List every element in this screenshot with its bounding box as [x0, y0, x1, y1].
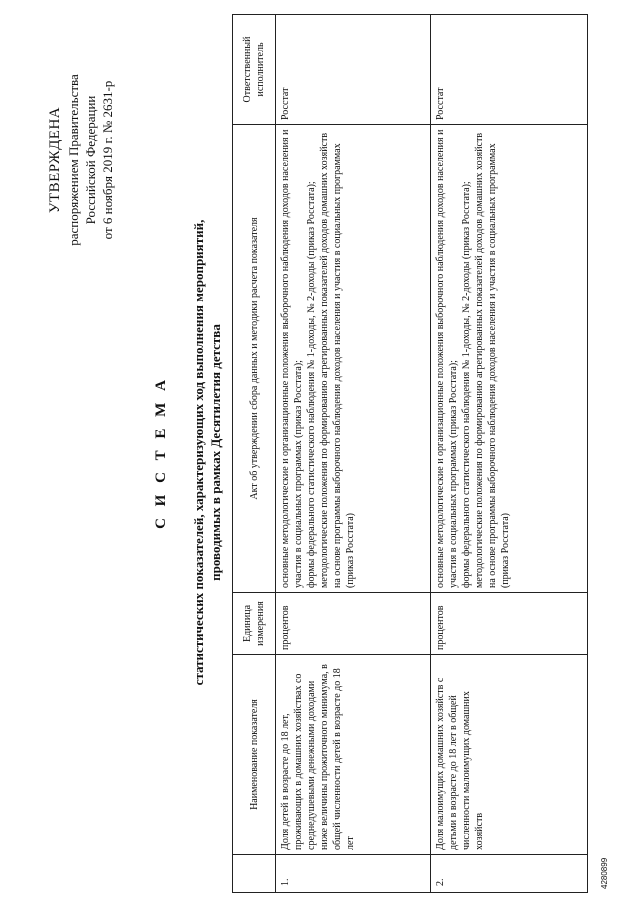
approval-line-2: Российской Федерации: [83, 95, 98, 225]
act-cell: [276, 125, 431, 593]
responsible-cell: Росстат: [276, 15, 431, 125]
approval-line-3: от 6 ноября 2019 г. № 2631-р: [100, 80, 115, 240]
act-line: основные методологические и организационные положения выборочного наблюдения доходов населения и участия в социальных программах (приказ Росстата);: [280, 129, 304, 588]
document-subtitle-line-2: проводимых в рамках Десятилетия детства: [208, 324, 223, 581]
approval-title: УТВЕРЖДЕНА: [47, 106, 63, 214]
row-number: 1.: [276, 855, 431, 893]
header-responsible: Ответственный исполнитель: [233, 15, 276, 125]
header-name: Наименование показателя: [233, 655, 276, 855]
indicators-table: [232, 14, 588, 893]
act-cell: [431, 125, 588, 593]
act-line: методологические положения по формированию агрегированных показателей доходов домашних хозяйств на основе программы выборочного наблюдения доходов населения и участия в социальных программах (приказ Росстата): [474, 132, 511, 588]
act-line: формы федерального статистического наблюдения № 1-доходы, № 2-доходы (приказ Росстата);: [306, 181, 317, 588]
unit-cell: процентов: [431, 593, 588, 655]
document-id: 4280899: [600, 857, 609, 889]
table-header-row: [233, 15, 276, 893]
act-line: методологические положения по формированию агрегированных показателей доходов домашних хозяйств на основе программы выборочного наблюдения доходов населения и участия в социальных программах (приказ Росстата): [319, 132, 356, 588]
unit-cell: процентов: [276, 593, 431, 655]
responsible-cell: Росстат: [431, 15, 588, 125]
header-num: [233, 855, 276, 893]
table-row: [431, 15, 588, 893]
act-line: основные методологические и организационные положения выборочного наблюдения доходов населения и участия в социальных программах (приказ Росстата);: [435, 129, 459, 588]
header-unit: Единица измерения: [233, 593, 276, 655]
table-row: [276, 15, 431, 893]
approval-line-1: распоряжением Правительства: [66, 74, 81, 246]
header-act: Акт об утверждении сбора данных и методики расчета показателя: [233, 125, 276, 593]
document-subtitle-line-1: статистических показателей, характеризующих ход выполнения мероприятий,: [191, 219, 206, 686]
indicator-name: Доля детей в возрасте до 18 лет, проживающих в домашних хозяйствах со среднедушевыми денежными доходами ниже величины прожиточного минимума, в общей численности детей в возрасте до 18 лет: [276, 655, 431, 855]
indicator-name: Доля малоимущих домашних хозяйств с детьми в возрасте до 18 лет в общей численности малоимущих домашних хозяйств: [431, 655, 588, 855]
approval-stamp: [45, 20, 116, 300]
row-number: 2.: [431, 855, 588, 893]
document-heading: [150, 0, 224, 905]
act-line: формы федерального статистического наблюдения № 1-доходы, № 2-доходы (приказ Росстата);: [461, 181, 472, 588]
document-title: С И С Т Е М А: [153, 376, 169, 529]
